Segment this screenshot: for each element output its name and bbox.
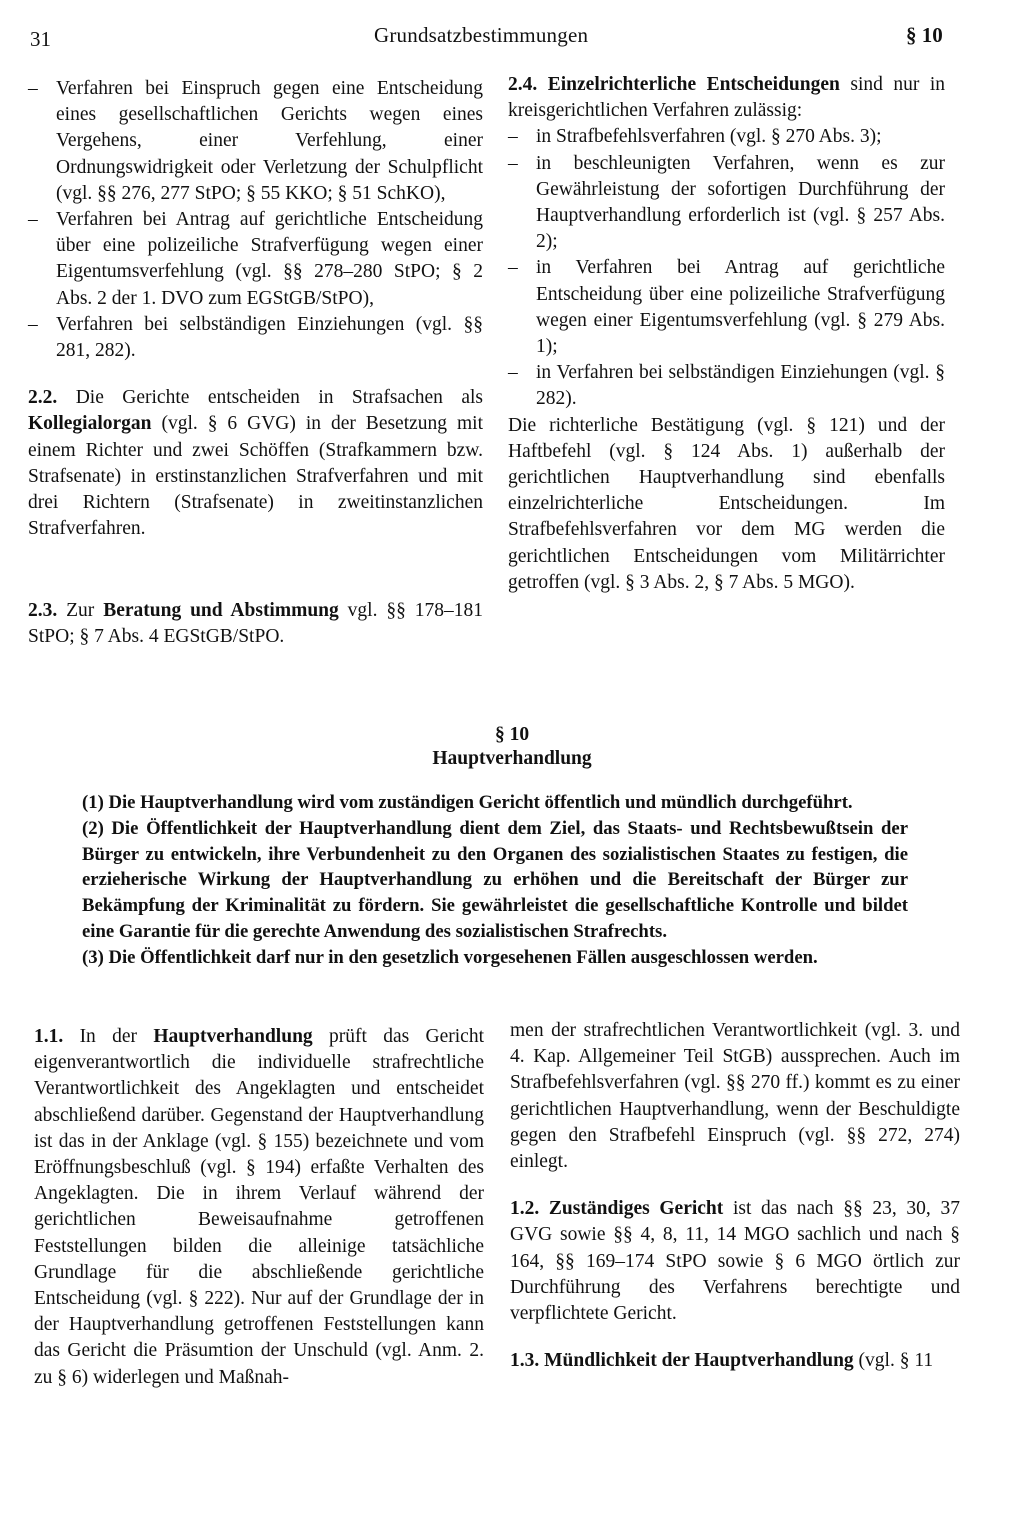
paragraph-number: 2.3. — [28, 600, 58, 621]
paragraph-text: (vgl. § 11 — [853, 1350, 934, 1372]
paragraph-text: In der — [63, 1026, 154, 1047]
bullet-dash: – — [28, 209, 38, 231]
bottom-right-column — [510, 1018, 960, 1374]
list-item — [508, 151, 945, 256]
paragraph-text: (vgl. § 6 GVG) in der Besetzung mit einem Richter und zwei Schöffen (Strafkammern bzw. Strafsenate) in erstinstanzlichen Strafverfahren und mit drei Richtern (Strafsenate) in zweitinstanzlichen Strafverfahren. — [28, 413, 483, 540]
running-title: Grundsatzbestimmungen — [374, 23, 589, 47]
emphasis-term: Hauptverhandlung — [153, 1026, 313, 1047]
bullet-dash: – — [508, 126, 518, 148]
bullet-dash: – — [508, 257, 518, 279]
top-right-column — [508, 72, 945, 596]
emphasis-term: Kollegialorgan — [28, 413, 152, 435]
list-item — [508, 124, 945, 150]
paragraph-2-4 — [508, 72, 945, 124]
section-number: § 10 — [494, 724, 530, 745]
list-item — [28, 76, 483, 207]
list-item — [28, 312, 483, 364]
paragraph-number: 1.1. — [34, 1026, 64, 1047]
paragraph-text: Zur — [57, 600, 104, 621]
paragraph-1-1 — [34, 1024, 484, 1391]
emphasis-term: Zuständiges Gericht — [539, 1198, 724, 1220]
paragraph-text: sind nur in kreisgerichtlichen Verfahren zulässig: — [508, 74, 945, 122]
emphasis-term: Beratung und Abstimmung — [103, 600, 339, 621]
list-item-text: Verfahren bei selbständigen Einziehungen (vgl. §§ 281, 282). — [56, 313, 483, 362]
list-item — [28, 207, 483, 312]
bullet-dash: – — [508, 152, 518, 174]
list-item — [508, 360, 945, 412]
list-item-text: in Verfahren bei Antrag auf gerichtliche Entscheidung über eine polizeiliche Strafverfügung wegen einer Eigentumsverfehlung (vgl. § 279 Abs. 1); — [536, 257, 945, 358]
top-left-column — [28, 76, 483, 542]
statute-text — [82, 790, 908, 971]
section-mark: § 10 — [906, 23, 943, 47]
list-item-text: Verfahren bei Antrag auf gerichtliche Entscheidung über eine polizeiliche Strafverfügung wegen einer Eigentumsverfehlung (vgl. §§ 278–280 StPO; § 2 Abs. 2 der 1. DVO zum EGStGB/StPO), — [56, 209, 483, 309]
list-item-text: Verfahren bei Einspruch gegen eine Entscheidung eines gesellschaftlichen Gerichts wegen eines Vergehens, einer Verfehlung, einer Ordnungswidrigkeit oder Verletzung der Schulpflicht (vgl. §§ 276, 277 StPO; § 55 KKO; § 51 SchKO), — [56, 78, 483, 204]
list-item-text: in Verfahren bei selbständigen Einziehungen (vgl. § 282). — [536, 362, 945, 410]
paragraph-number: 1.2. — [510, 1198, 540, 1220]
paragraph-2-3 — [28, 598, 483, 650]
paragraph-number: 1.3. — [510, 1350, 540, 1372]
section-title: Hauptverhandlung — [432, 748, 592, 769]
statute-paragraph: (1) Die Hauptverhandlung wird vom zuständigen Gericht öffentlich und mündlich durchgeführt. — [82, 792, 853, 813]
paragraph-1-2 — [510, 1196, 960, 1327]
paragraph-text: ist das nach §§ 23, 30, 37 GVG sowie §§ 4, 8, 11, 14 MGO sachlich und nach § 164, §§ 169–174 StPO sowie § 6 MGO örtlich zur Durchführung des Verfahrens berechtigte und verpflichtete Gericht. — [510, 1198, 960, 1325]
bullet-dash: – — [28, 313, 38, 335]
statute-paragraph: (2) Die Öffentlichkeit der Hauptverhandlung dient dem Ziel, das Staats- und Rechtsbewußtsein der Bürger zu entwickeln, ihre Verbundenheit zu den Organen des sozialistischen Staates zu festigen, die erzieherische Wirkung der Hauptverhandlung zu erhöhen und die Bereitschaft der Bürger zur Bekämpfung der Kriminalität zu fördern. Sie gewährleistet die gesellschaftliche Kontrolle und bildet eine Garantie für die gerechte Anwendung des sozialistischen Strafrechts. — [82, 817, 908, 942]
paragraph-number: 2.4. — [508, 74, 538, 95]
list-item-text: in beschleunigten Verfahren, wenn es zur Gewährleistung der sofortigen Durchführung der Hauptverhandlung erforderlich ist (vgl. § 257 Abs. 2); — [536, 152, 945, 253]
paragraph-1-3 — [510, 1348, 960, 1374]
paragraph-text: Die Gerichte entscheiden in Strafsachen als — [57, 387, 483, 409]
emphasis-term: Mündlichkeit der Hauptverhandlung — [539, 1350, 854, 1372]
bullet-dash: – — [28, 78, 38, 99]
paragraph-text: men der strafrechtlichen Verantwortlichkeit (vgl. 3. und 4. Kap. Allgemeiner Teil StGB) aussprechen. Auch im Strafbefehlsverfahren (vgl. §§ 270 ff.) kommt es zu einer gerichtlichen Hauptverhandlung, wenn der Beschuldigte gegen den Strafbefehl Einspruch (vgl. §§ 272, 274) einlegt. — [510, 1020, 960, 1173]
paragraph-number: 2.2. — [28, 387, 58, 409]
paragraph-2-2 — [28, 385, 483, 542]
bottom-left-column — [34, 1024, 484, 1391]
page-number: 31 — [30, 27, 51, 51]
statute-paragraph: (3) Die Öffentlichkeit darf nur in den gesetzlich vorgesehenen Fällen ausgeschlossen werden. — [82, 946, 818, 968]
bullet-dash: – — [508, 362, 518, 384]
paragraph-text: prüft das Gericht eigenverantwortlich die individuelle strafrechtliche Verantwortlichkeit des Angeklagten und entscheidet abschließend darüber. Gegenstand der Hauptverhandlung ist das in der Anklage (vgl. § 155) bezeichnete und vom Eröffnungsbeschluß (vgl. § 194) erfaßte Verhalten des Angeklagten. Die in ihrem Verlauf während der gerichtlichen Beweisaufnahme getroffenen Feststellungen bilden die alleinige tatsächliche Grundlage für die abschließende gerichtliche Entscheidung (vgl. § 222). Nur auf der Grundlage der in der Hauptverhandlung getroffenen Feststellungen kann das Gericht die Präsumtion der Unschuld (vgl. Anm. 2. zu § 6) widerlegen und Maßnah- — [34, 1026, 484, 1388]
list-item-text: in Strafbefehlsverfahren (vgl. § 270 Abs. 3); — [536, 126, 882, 148]
list-item — [508, 255, 945, 360]
emphasis-term: Einzelrichterliche Entscheidungen — [537, 74, 840, 95]
paragraph-text: vgl. §§ 178–181 StPO; § 7 Abs. 4 EGStGB/StPO. — [28, 600, 483, 648]
paragraph-text: Die richterliche Bestätigung (vgl. § 121) und der Haftbefehl (vgl. § 124 Abs. 1) außerhalb der gerichtlichen Hauptverhandlung sind ebenfalls einzelrichterliche Entscheidungen. Im Strafbefehlsverfahren vor dem MG werden die gerichtlichen Entscheidungen vom Militärrichter getroffen (vgl. § 3 Abs. 2, § 7 Abs. 5 MGO). — [508, 414, 945, 593]
